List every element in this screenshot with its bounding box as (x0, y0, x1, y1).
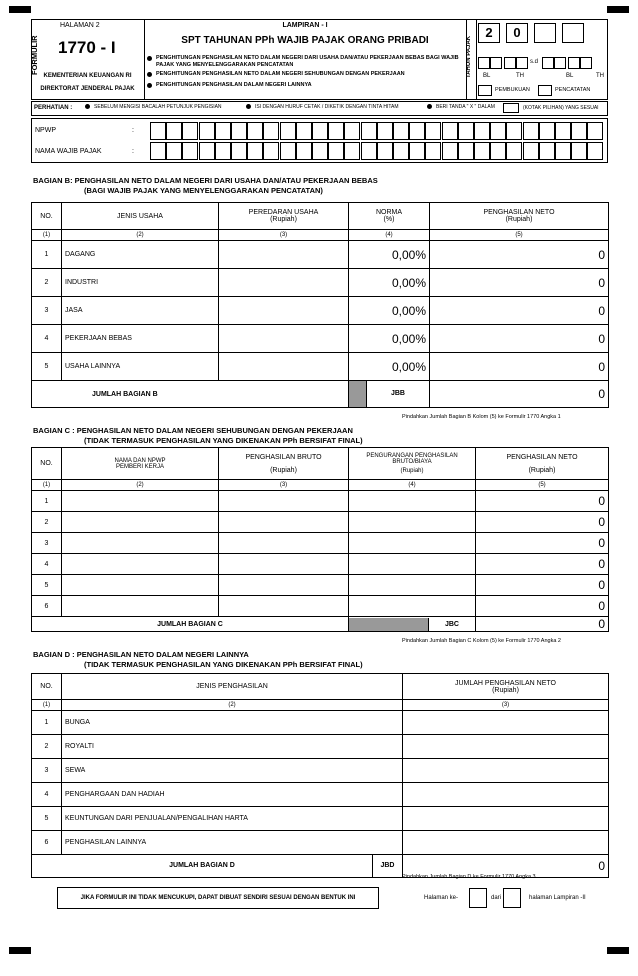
formulir-label: FORMULIR (30, 35, 39, 75)
char-box[interactable] (442, 142, 458, 160)
row-jumlah[interactable] (403, 783, 609, 807)
col-number: (2) (62, 230, 219, 241)
char-box[interactable] (458, 122, 474, 140)
char-box[interactable] (571, 142, 587, 160)
char-box[interactable] (296, 122, 312, 140)
row-jenis: PEKERJAAN BEBAS (62, 325, 219, 353)
row-neto[interactable]: 0 (476, 533, 609, 554)
row-jumlah[interactable] (403, 831, 609, 855)
char-box[interactable] (539, 122, 555, 140)
char-box[interactable] (263, 122, 279, 140)
col-header-no: NO. (32, 674, 62, 700)
table-row (32, 512, 609, 533)
char-box[interactable] (231, 122, 247, 140)
char-box[interactable] (539, 142, 555, 160)
example-checkbox (503, 103, 519, 113)
row-nama[interactable] (62, 533, 219, 554)
char-box[interactable] (280, 142, 296, 160)
npwp-colon: : (132, 127, 134, 134)
row-no: 5 (32, 807, 62, 831)
table-row (32, 353, 609, 381)
bagian-b-subtitle: (BAGI WAJIB PAJAK YANG MENYELENGGARAKAN PENCATATAN) (84, 186, 323, 195)
table-row (32, 241, 609, 269)
nama-colon: : (132, 148, 134, 155)
char-box[interactable] (425, 142, 441, 160)
col-header-jenis: JENIS USAHA (62, 203, 219, 230)
row-norma[interactable]: 0,00% (349, 325, 430, 353)
table-row (32, 759, 609, 783)
bagian-d-title: BAGIAN D : PENGHASILAN NETO DALAM NEGERI LAINNYA (33, 650, 249, 659)
kementerian-label: KEMENTERIAN KEUANGAN RI (43, 73, 132, 79)
jumlah-c-value[interactable]: 0 (476, 617, 609, 632)
perhatian-label: PERHATIAN : (34, 105, 73, 111)
char-box[interactable] (523, 142, 539, 160)
pencatatan-checkbox[interactable] (538, 85, 552, 96)
row-no: 4 (32, 325, 62, 353)
bagian-c-title: BAGIAN C : PENGHASILAN NETO DALAM NEGERI SEHUBUNGAN DENGAN PEKERJAAN (33, 426, 353, 435)
char-box[interactable] (199, 122, 215, 140)
row-nama[interactable] (62, 491, 219, 512)
row-jenis: USAHA LAINNYA (62, 353, 219, 381)
col-number: (2) (62, 480, 219, 491)
table-row (32, 325, 609, 353)
lampiran-label: LAMPIRAN - I (282, 22, 328, 29)
char-box[interactable] (393, 142, 409, 160)
row-bruto[interactable] (219, 533, 349, 554)
col-header-nama: NAMA DAN NPWP PEMBERI KERJA (62, 448, 219, 480)
row-peredaran[interactable] (219, 269, 349, 297)
char-box[interactable] (361, 122, 377, 140)
char-box[interactable] (409, 142, 425, 160)
char-box[interactable] (247, 122, 263, 140)
char-box[interactable] (361, 142, 377, 160)
table-row (32, 831, 609, 855)
char-box[interactable] (215, 122, 231, 140)
halaman-ke-input[interactable] (469, 888, 487, 908)
col-number: (3) (219, 480, 349, 491)
year-digit-3[interactable] (534, 23, 556, 43)
row-jenis: DAGANG (62, 241, 219, 269)
char-box[interactable] (312, 142, 328, 160)
bagian-d-table (31, 673, 609, 878)
row-jenis: JASA (62, 297, 219, 325)
char-box[interactable] (587, 122, 603, 140)
period-box[interactable] (490, 57, 502, 69)
bagian-b-title: BAGIAN B: PENGHASILAN NETO DALAM NEGERI DARI USAHA DAN/ATAU PEKERJAAN BEBAS (33, 176, 378, 185)
col-number: (4) (349, 230, 430, 241)
registration-mark (607, 6, 629, 13)
jumlah-d-value[interactable]: 0 (403, 855, 609, 878)
bullet-3: PENGHITUNGAN PENGHASILAN DALAM NEGERI LAINNYA (156, 82, 312, 88)
row-pengurangan[interactable] (349, 554, 476, 575)
row-jenis: PENGHASILAN LAINNYA (62, 831, 403, 855)
header-bullets (147, 55, 465, 89)
row-jumlah[interactable] (403, 759, 609, 783)
row-pengurangan[interactable] (349, 533, 476, 554)
jumlah-b-label: JUMLAH BAGIAN B (32, 381, 349, 408)
row-nama[interactable] (62, 554, 219, 575)
char-box[interactable] (490, 142, 506, 160)
row-no: 4 (32, 783, 62, 807)
row-jenis: SEWA (62, 759, 403, 783)
col-header-no: NO. (32, 448, 62, 480)
period-label-th: TH (516, 73, 524, 79)
char-box[interactable] (166, 142, 182, 160)
char-box[interactable] (555, 122, 571, 140)
char-box[interactable] (506, 142, 522, 160)
row-no: 1 (32, 241, 62, 269)
period-box[interactable] (580, 57, 592, 69)
bagian-b-table (31, 202, 609, 408)
jbb-cell: JBB (349, 381, 430, 408)
row-neto[interactable]: 0 (430, 297, 609, 325)
halaman-lampiran-label: halaman Lampiran -II (529, 895, 586, 901)
table-row (32, 269, 609, 297)
char-box[interactable] (474, 142, 490, 160)
row-nama[interactable] (62, 596, 219, 617)
char-box[interactable] (506, 122, 522, 140)
row-jenis: PENGHARGAAN DAN HADIAH (62, 783, 403, 807)
char-box[interactable] (409, 122, 425, 140)
tahun-pajak-label: TAHUN PAJAK (466, 35, 472, 79)
row-peredaran[interactable] (219, 325, 349, 353)
halaman-total-input[interactable] (503, 888, 521, 908)
pembukuan-label: PEMBUKUAN (495, 87, 530, 93)
row-peredaran[interactable] (219, 353, 349, 381)
row-pengurangan[interactable] (349, 575, 476, 596)
row-no: 2 (32, 269, 62, 297)
row-pengurangan[interactable] (349, 596, 476, 617)
col-number: (1) (32, 480, 62, 491)
row-neto[interactable]: 0 (430, 353, 609, 381)
char-box[interactable] (377, 142, 393, 160)
period-box[interactable] (478, 57, 490, 69)
row-neto[interactable]: 0 (476, 575, 609, 596)
char-box[interactable] (182, 122, 198, 140)
col-number: (4) (349, 480, 476, 491)
period-box[interactable] (516, 57, 528, 69)
table-row (32, 783, 609, 807)
bagian-d-subtitle: (TIDAK TERMASUK PENGHASILAN YANG DIKENAKAN PPh BERSIFAT FINAL) (84, 660, 363, 669)
row-norma[interactable]: 0,00% (349, 297, 430, 325)
row-peredaran[interactable] (219, 297, 349, 325)
bagian-c-subtitle: (TIDAK TERMASUK PENGHASILAN YANG DIKENAKAN PPh BERSIFAT FINAL) (84, 436, 363, 445)
row-neto[interactable]: 0 (430, 241, 609, 269)
row-neto[interactable]: 0 (476, 554, 609, 575)
row-jumlah[interactable] (403, 711, 609, 735)
perhatian-item: SEBELUM MENGISI BACALAH PETUNJUK PENGISIAN (85, 104, 222, 110)
row-no: 1 (32, 491, 62, 512)
col-number: (5) (430, 230, 609, 241)
col-header-neto: PENGHASILAN NETO (Rupiah) (430, 203, 609, 230)
table-row (32, 735, 609, 759)
col-number: (5) (476, 480, 609, 491)
char-box[interactable] (231, 142, 247, 160)
char-box[interactable] (215, 142, 231, 160)
row-jenis: INDUSTRI (62, 269, 219, 297)
col-number: (1) (32, 700, 62, 711)
table-row (32, 596, 609, 617)
row-norma[interactable]: 0,00% (349, 269, 430, 297)
registration-mark (9, 6, 31, 13)
col-header-pengurangan: PENGURANGAN PENGHASILAN BRUTO/BIAYA (Rupiah) (349, 448, 476, 480)
char-box[interactable] (458, 142, 474, 160)
row-bruto[interactable] (219, 575, 349, 596)
row-no: 5 (32, 575, 62, 596)
col-header-peredaran: PEREDARAN USAHA (Rupiah) (219, 203, 349, 230)
char-box[interactable] (328, 142, 344, 160)
row-jenis: BUNGA (62, 711, 403, 735)
row-pengurangan[interactable] (349, 491, 476, 512)
perhatian-item: ISI DENGAN HURUF CETAK / DIKETIK DENGAN TINTA HITAM (246, 104, 399, 110)
char-box[interactable] (182, 142, 198, 160)
col-header-norma: NORMA (%) (349, 203, 430, 230)
row-no: 5 (32, 353, 62, 381)
row-no: 6 (32, 831, 62, 855)
row-neto[interactable]: 0 (476, 512, 609, 533)
bagian-b-note: Pindahkan Jumlah Bagian B Kolom (5) ke Formulir 1770 Angka 1 (402, 414, 561, 420)
table-row (32, 491, 609, 512)
table-row (32, 533, 609, 554)
halaman-label: HALAMAN 2 (60, 22, 100, 29)
char-box[interactable] (263, 142, 279, 160)
row-no: 3 (32, 759, 62, 783)
year-digit-2[interactable]: 0 (506, 23, 528, 43)
row-pengurangan[interactable] (349, 512, 476, 533)
char-box[interactable] (166, 122, 182, 140)
perhatian-item: BERI TANDA " X " DALAM (427, 104, 495, 110)
char-box[interactable] (150, 122, 166, 140)
col-number: (1) (32, 230, 62, 241)
col-header-jenis: JENIS PENGHASILAN (62, 674, 403, 700)
char-box[interactable] (344, 142, 360, 160)
char-box[interactable] (344, 122, 360, 140)
halaman-ke-label: Halaman ke- (424, 895, 459, 901)
pencatatan-label: PENCATATAN (555, 87, 591, 93)
row-jenis: KEUNTUNGAN DARI PENJUALAN/PENGALIHAN HARTA (62, 807, 403, 831)
npwp-label: NPWP (35, 127, 56, 134)
jumlah-c-label: JUMLAH BAGIAN C (32, 617, 349, 632)
table-row (32, 554, 609, 575)
col-number: (3) (219, 230, 349, 241)
period-label-bl: BL (566, 73, 574, 79)
row-jumlah[interactable] (403, 735, 609, 759)
bagian-c-note: Pindahkan Jumlah Bagian C Kolom (5) ke Formulir 1770 Angka 2 (402, 638, 561, 644)
char-box[interactable] (247, 142, 263, 160)
pembukuan-checkbox[interactable] (478, 85, 492, 96)
char-box[interactable] (296, 142, 312, 160)
form-code: 1770 - I (58, 38, 116, 57)
row-no: 3 (32, 533, 62, 554)
jumlah-d-cell: JUMLAH BAGIAN D JBD (32, 855, 403, 878)
char-box[interactable] (312, 122, 328, 140)
row-neto[interactable]: 0 (430, 325, 609, 353)
row-no: 3 (32, 297, 62, 325)
row-no: 4 (32, 554, 62, 575)
registration-mark (607, 947, 629, 954)
char-box[interactable] (199, 142, 215, 160)
table-row (32, 711, 609, 735)
bullet-2: PENGHITUNGAN PENGHASILAN NETO DALAM NEGERI SEHUBUNGAN DENGAN PEKERJAAN (156, 71, 405, 77)
year-digit-4[interactable] (562, 23, 584, 43)
perhatian-item: (KOTAK PILIHAN) YANG SESUAI (523, 105, 599, 111)
row-bruto[interactable] (219, 596, 349, 617)
row-peredaran[interactable] (219, 241, 349, 269)
row-no: 6 (32, 596, 62, 617)
row-neto[interactable]: 0 (476, 491, 609, 512)
period-box[interactable] (504, 57, 516, 69)
char-box[interactable] (490, 122, 506, 140)
form-title: SPT TAHUNAN PPh WAJIB PAJAK ORANG PRIBADI (181, 35, 429, 46)
table-row (32, 807, 609, 831)
char-box[interactable] (555, 142, 571, 160)
char-box[interactable] (377, 122, 393, 140)
bagian-d-note: Pindahkan Jumlah Bagian D ke Formulir 1770 Angka 3 (402, 874, 536, 880)
char-box[interactable] (150, 142, 166, 160)
registration-mark (9, 947, 31, 954)
col-header-jumlah: JUMLAH PENGHASILAN NETO (Rupiah) (403, 674, 609, 700)
dari-label: dari (491, 895, 502, 901)
year-digit-1[interactable]: 2 (478, 23, 500, 43)
char-box[interactable] (442, 122, 458, 140)
row-norma[interactable]: 0,00% (349, 353, 430, 381)
row-bruto[interactable] (219, 512, 349, 533)
row-jumlah[interactable] (403, 807, 609, 831)
char-box[interactable] (328, 122, 344, 140)
table-row (32, 575, 609, 596)
row-bruto[interactable] (219, 491, 349, 512)
period-box[interactable] (568, 57, 580, 69)
col-header-no: NO. (32, 203, 62, 230)
jumlah-b-value[interactable]: 0 (430, 381, 609, 408)
row-nama[interactable] (62, 575, 219, 596)
col-header-neto: PENGHASILAN NETO (Rupiah) (476, 448, 609, 480)
sd-label: s.d (530, 59, 539, 65)
nama-label: NAMA WAJIB PAJAK (35, 148, 102, 155)
row-no: 1 (32, 711, 62, 735)
jbc-cell: JBC (349, 617, 476, 632)
char-box[interactable] (280, 122, 296, 140)
row-norma[interactable]: 0,00% (349, 241, 430, 269)
char-box[interactable] (587, 142, 603, 160)
direktorat-label: DIREKTORAT JENDERAL PAJAK (40, 86, 135, 92)
period-label-th: TH (596, 73, 604, 79)
row-neto[interactable]: 0 (476, 596, 609, 617)
char-box[interactable] (523, 122, 539, 140)
footer-note: JIKA FORMULIR INI TIDAK MENCUKUPI, DAPAT DIBUAT SENDIRI SESUAI DENGAN BENTUK INI (57, 887, 379, 909)
col-header-bruto: PENGHASILAN BRUTO (Rupiah) (219, 448, 349, 480)
bagian-c-table (31, 447, 609, 632)
row-nama[interactable] (62, 512, 219, 533)
row-bruto[interactable] (219, 554, 349, 575)
char-box[interactable] (393, 122, 409, 140)
period-label-bl: BL (483, 73, 491, 79)
char-box[interactable] (425, 122, 441, 140)
col-number: (3) (403, 700, 609, 711)
col-number: (2) (62, 700, 403, 711)
char-box[interactable] (474, 122, 490, 140)
row-neto[interactable]: 0 (430, 269, 609, 297)
period-box[interactable] (542, 57, 554, 69)
period-box[interactable] (554, 57, 566, 69)
char-box[interactable] (571, 122, 587, 140)
row-no: 2 (32, 512, 62, 533)
bullet-1: PENGHITUNGAN PENGHASILAN NETO DALAM NEGERI DARI USAHA DAN/ATAU PEKERJAAN BEBAS BAGI WAJIB PAJAK YANG MENYELENGGARAKAN PENCATATAN (156, 55, 459, 68)
table-row (32, 297, 609, 325)
row-no: 2 (32, 735, 62, 759)
row-jenis: ROYALTI (62, 735, 403, 759)
